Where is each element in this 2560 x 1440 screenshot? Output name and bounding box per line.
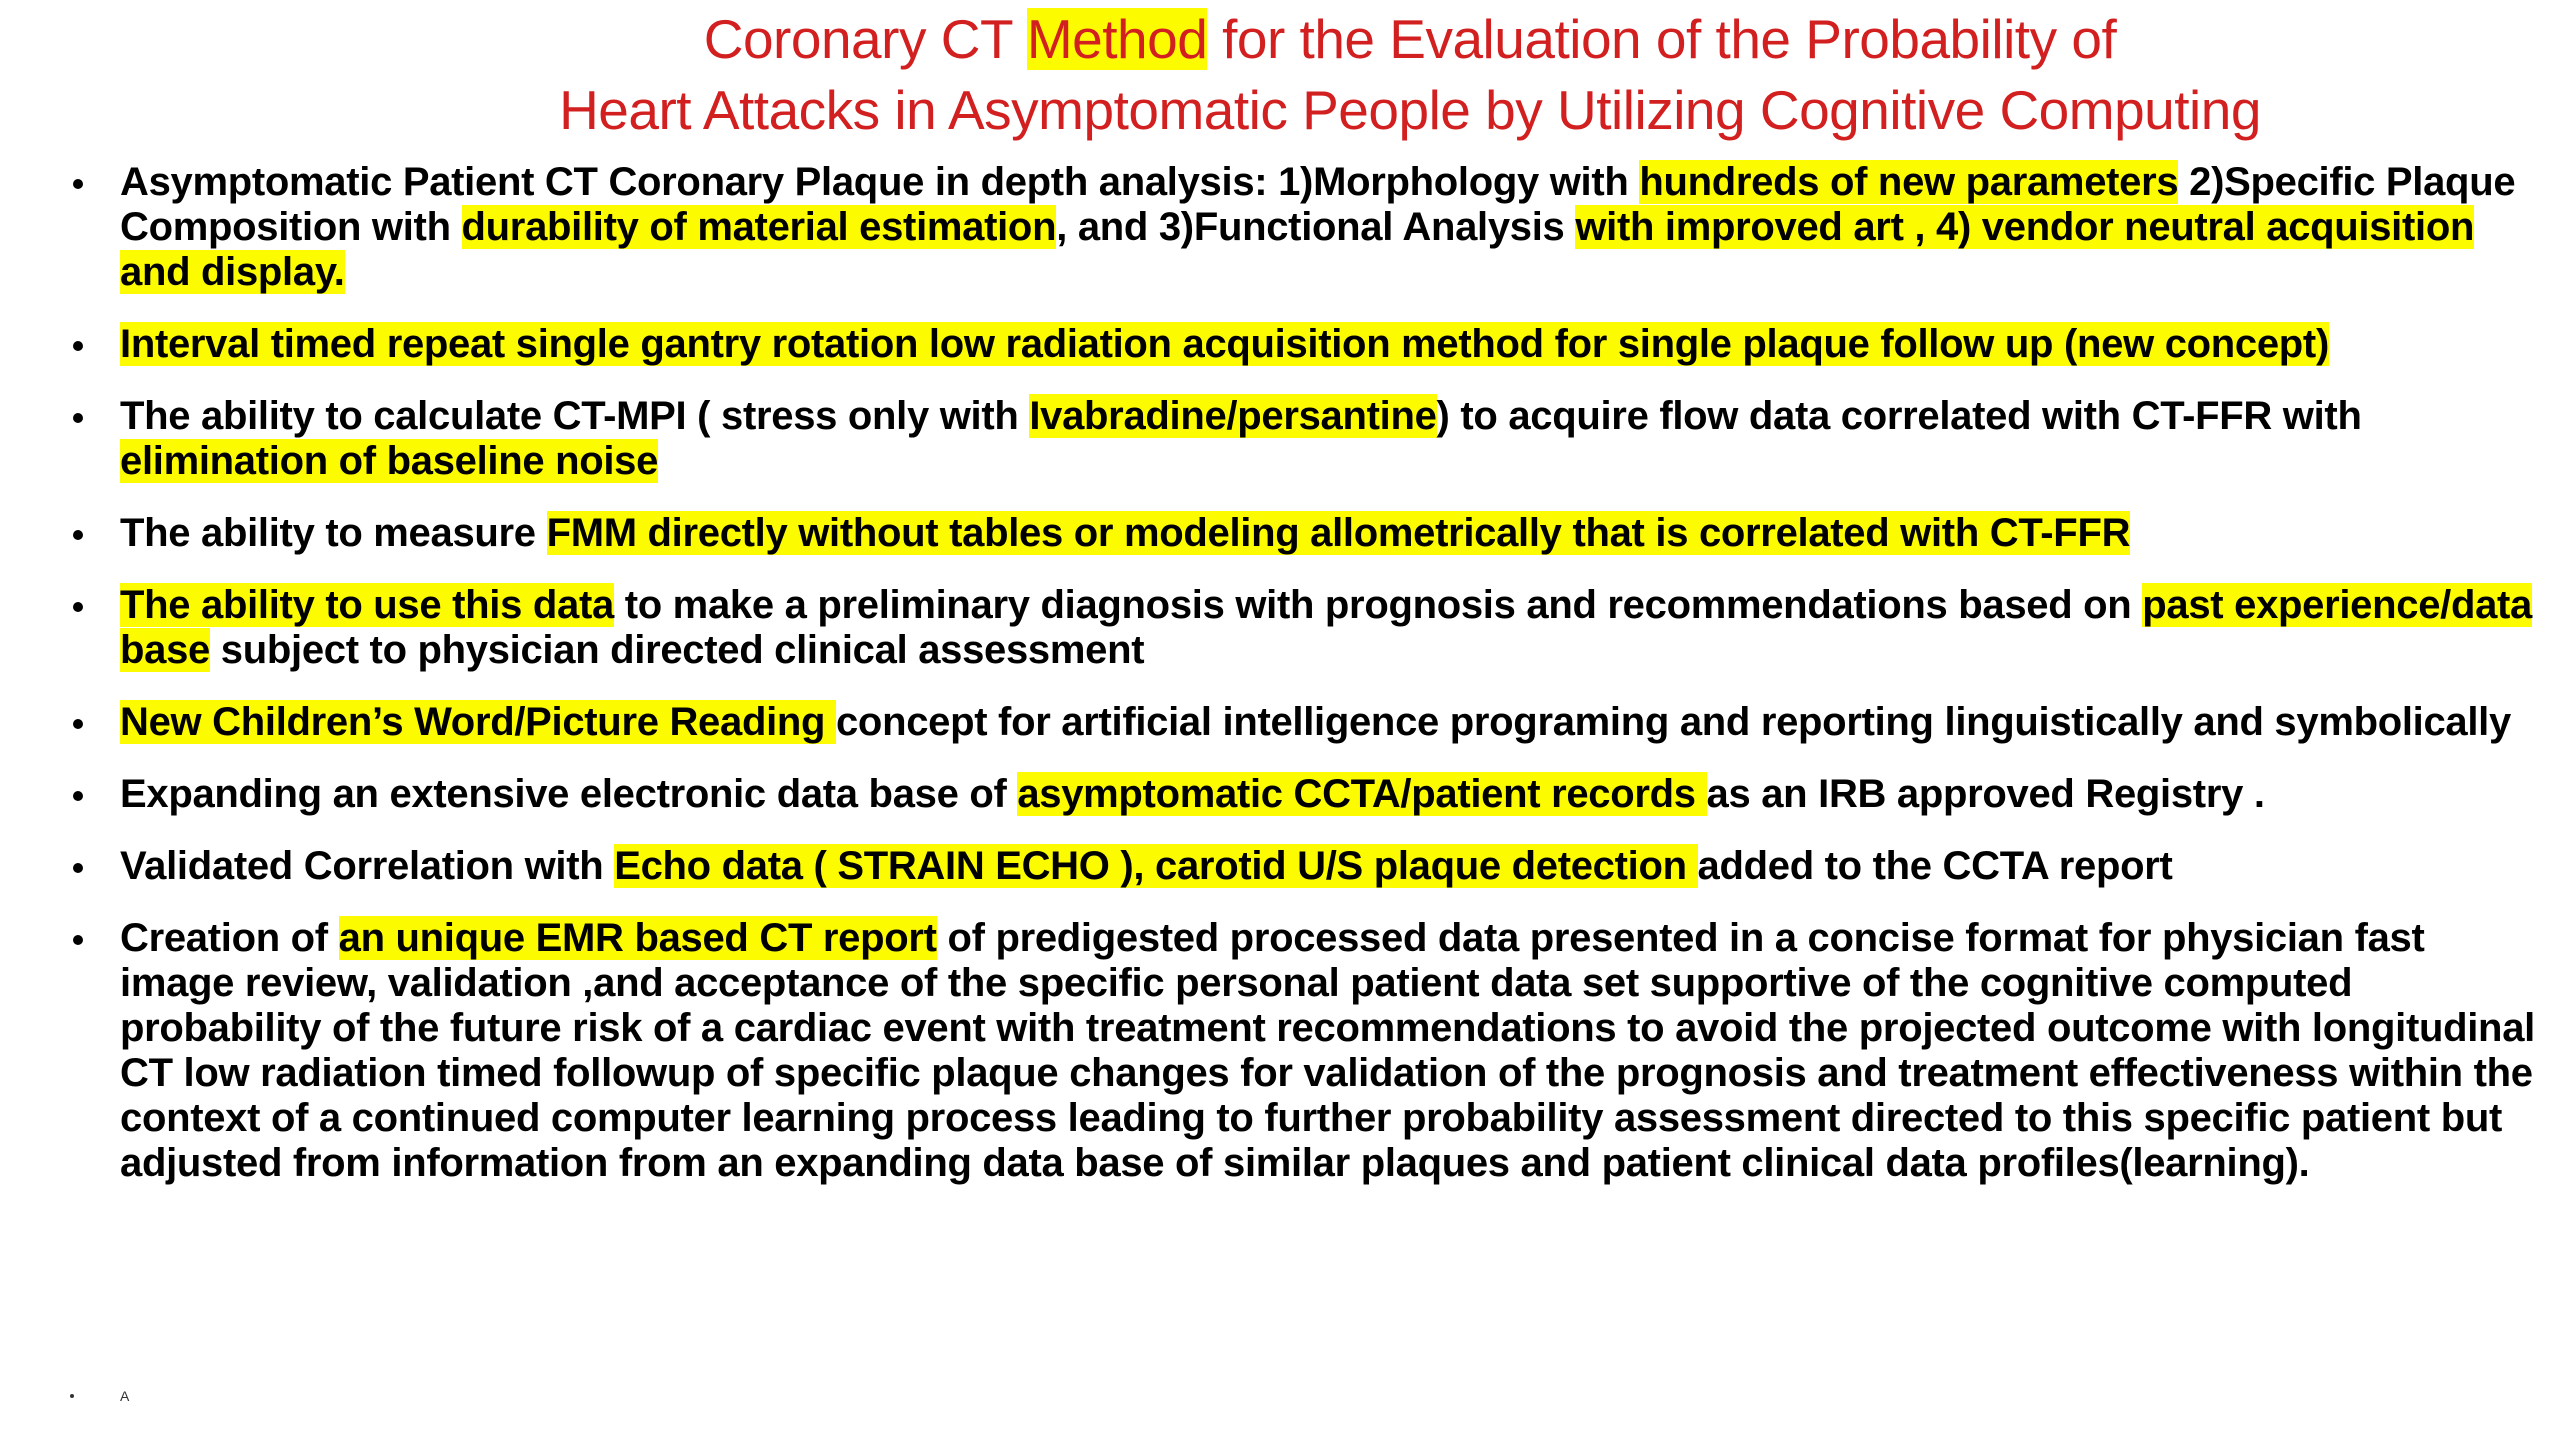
bullet-highlight: Ivabradine/persantine <box>1029 394 1437 438</box>
bullet-highlight: New Children’s Word/Picture Reading <box>120 700 836 744</box>
bullet-text: added to the CCTA report <box>1697 844 2173 888</box>
bullet-registry <box>0 772 2560 817</box>
bullet-text: to make a preliminary diagnosis with prognosis and recommendations based on <box>613 583 2143 627</box>
bullet-validated-correlation <box>0 844 2560 889</box>
bullet-text: concept for artificial intelligence programing and reporting linguistically and symbolically <box>835 700 2511 744</box>
bullet-interval-acquisition <box>0 322 2560 367</box>
bullet-text: of predigested processed data presented in a concise format for physician fast image review, validation ,and acceptance of the specific personal patient data set supportive of the cognitive computed probability of the future risk of a cardiac event with treatment recommendations to avoid the projected outcome with longitudinal CT low radiation timed followup of specific plaque changes for validation of the prognosis and treatment effectiveness within the context of a continued computer learning process leading to further probability assessment directed to this specific patient but adjusted from information from an expanding data base of similar plaques and patient clinical data profiles(learning). <box>120 916 2535 1185</box>
bullet-text: , and 3)Functional Analysis <box>1056 205 1576 249</box>
title-highlight: Method <box>1026 8 1208 70</box>
title-line-2: Heart Attacks in Asymptomatic People by Utilizing Cognitive Computing <box>559 79 2261 141</box>
bullet-text: The ability to calculate CT-MPI ( stress only with <box>120 394 1030 438</box>
bullet-highlight: Interval timed repeat single gantry rotation low radiation acquisition method for single plaque follow up (new concept) <box>120 322 2329 366</box>
bullet-ct-mpi <box>0 394 2560 484</box>
bullet-text: The ability to measure <box>120 511 547 555</box>
bullet-emr-report <box>0 916 2560 1186</box>
bullet-childrens-reading <box>0 700 2560 745</box>
bullet-text: as an IRB approved Registry . <box>1706 772 2265 816</box>
bullet-highlight: an unique EMR based CT report <box>338 916 937 960</box>
title-text: Coronary CT <box>703 8 1027 70</box>
bullet-highlight: hundreds of new parameters <box>1639 160 2179 204</box>
bullet-text: Asymptomatic Patient CT Coronary Plaque in depth analysis: 1)Morphology with <box>120 160 1640 204</box>
bullet-text: subject to physician directed clinical assessment <box>209 628 1145 672</box>
bullet-text: Validated Correlation with <box>120 844 615 888</box>
title-text: for the Evaluation of the Probability of <box>1207 8 2117 70</box>
slide-title <box>300 4 2520 146</box>
bullet-highlight: FMM directly without tables or modeling allometrically that is correlated with CT-FFR <box>546 511 2131 555</box>
bullet-highlight: asymptomatic CCTA/patient records <box>1017 772 1707 816</box>
bullet-highlight: durability of material estimation <box>461 205 1057 249</box>
bullet-text: Creation of <box>120 916 339 960</box>
bullet-text: 2)Specific Plaque Composition with <box>120 160 2516 249</box>
bullet-highlight: with improved art , 4) vendor neutral acquisition and display. <box>120 205 2475 294</box>
bullet-fmm <box>0 511 2560 556</box>
bullet-highlight: The ability to use this data <box>120 583 614 627</box>
bullet-text: Expanding an extensive electronic data base of <box>120 772 1018 816</box>
bullet-highlight: past experience/data base <box>120 583 2533 672</box>
bullet-highlight: elimination of baseline noise <box>120 439 659 483</box>
bullet-list <box>0 160 2560 1213</box>
bullet-dot <box>70 1394 74 1398</box>
title-line-1 <box>300 4 2520 75</box>
bullet-preliminary-diagnosis <box>0 583 2560 673</box>
bullet-highlight: Echo data ( STRAIN ECHO ), carotid U/S plaque detection <box>614 844 1698 888</box>
bullet-text: A <box>120 1388 130 1404</box>
bullet-plaque-analysis <box>0 160 2560 295</box>
bullet-text: ) to acquire flow data correlated with CT-FFR with <box>1436 394 2362 438</box>
